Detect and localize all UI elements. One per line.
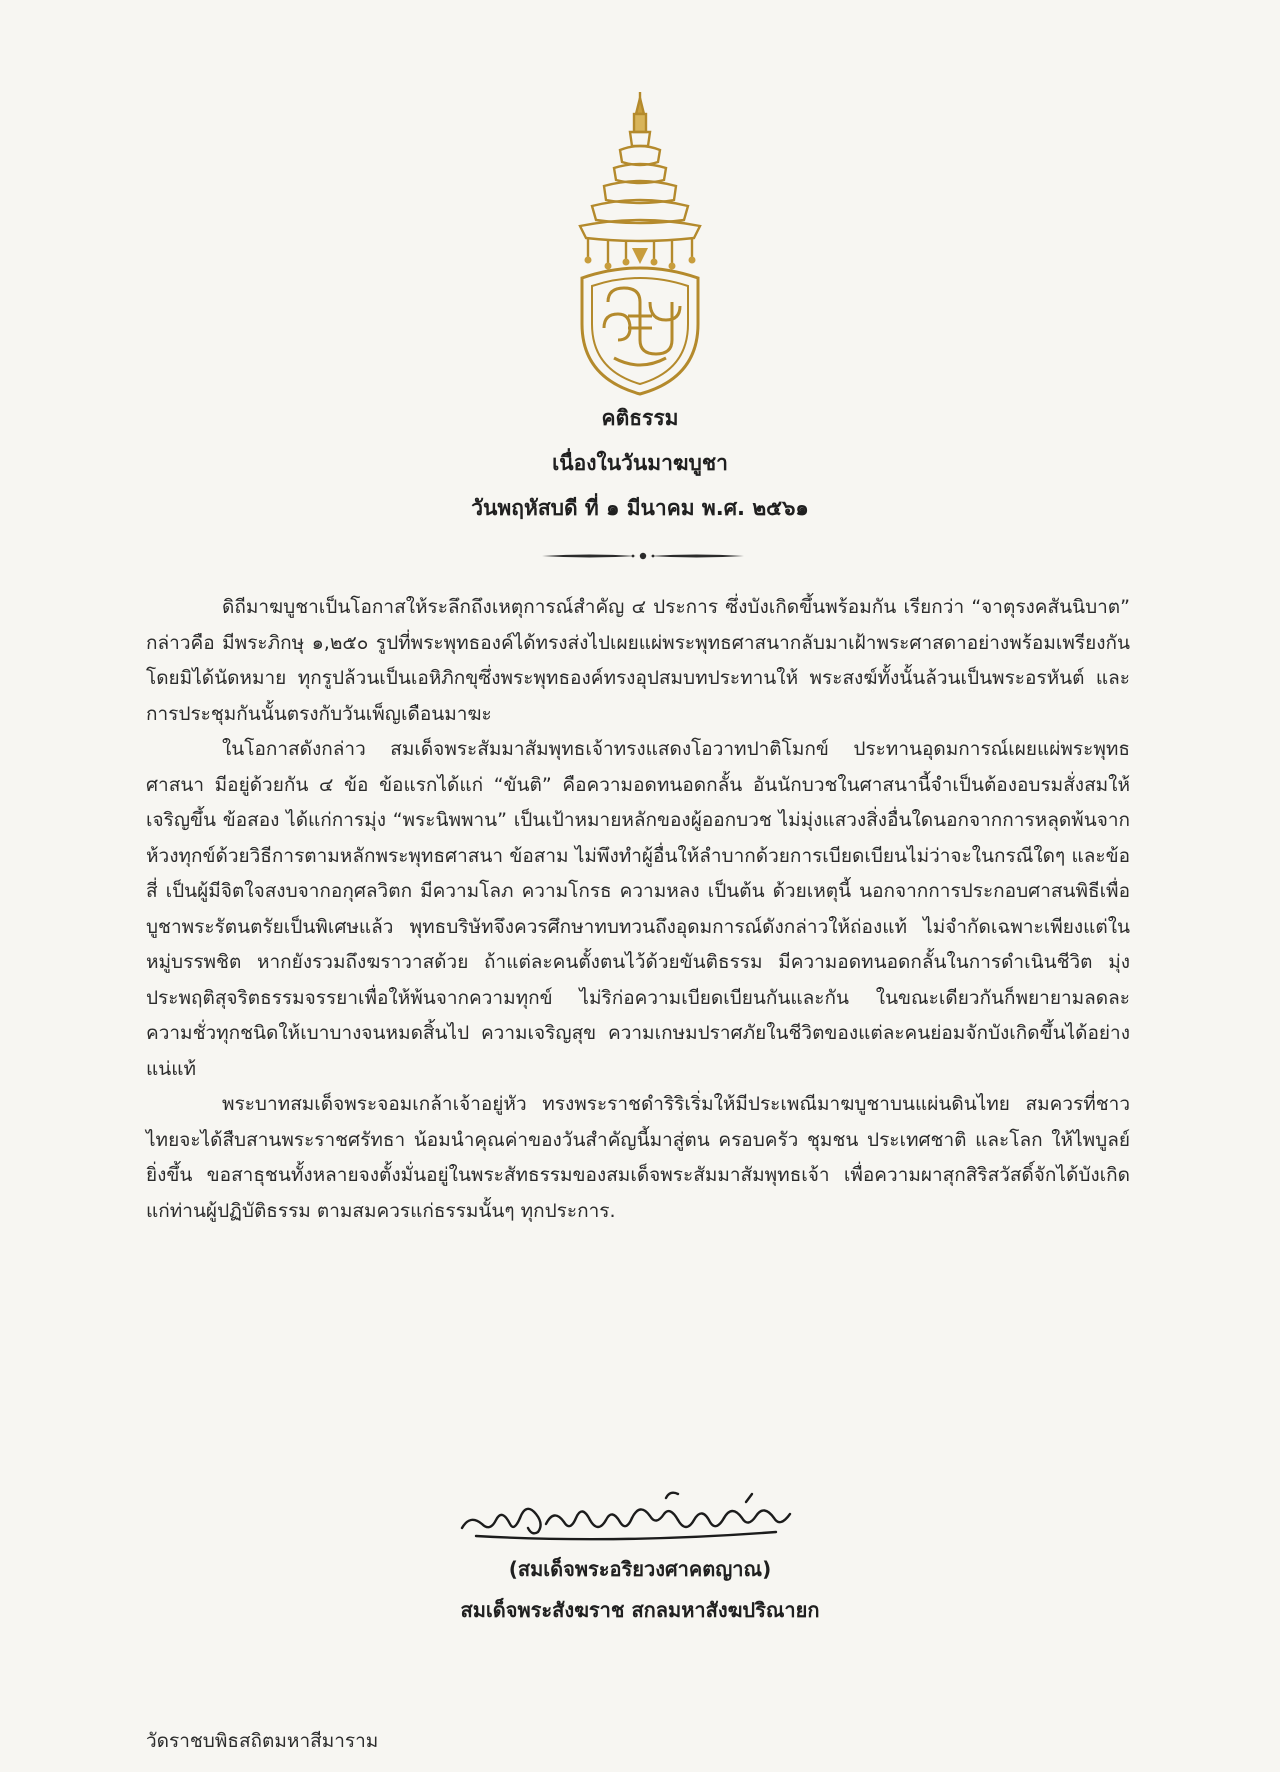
royal-emblem-icon <box>574 88 706 400</box>
ornamental-divider <box>540 548 746 564</box>
signatory-title: สมเด็จพระสังฆราช สกลมหาสังฆปริณายก <box>460 1598 820 1622</box>
signatory-name: (สมเด็จพระอริยวงศาคตญาณ) <box>508 1557 772 1581</box>
paragraph-1: ดิถีมาฆบูชาเป็นโอกาสให้ระลึกถึงเหตุการณ์สำคัญ ๔ ประการ ซึ่งบังเกิดขึ้นพร้อมกัน เรียกว่า “จาตุรงคสันนิบาต” กล่าวคือ มีพระภิกษุ ๑,๒๕๐ รูปที่พระพุทธองค์ได้ทรงส่งไปเผยแผ่พระพุทธศาสนากลับมาเฝ้าพระศาสดาอย่างพร้อมเพรียงกันโดยมิได้นัดหมาย ทุกรูปล้วนเป็นเอหิภิกขุซึ่งพระพุทธองค์ทรงอุปสมบทประทานให้ พระสงฆ์ทั้งนั้นล้วนเป็นพระอรหันต์ และการประชุมกันนั้นตรงกับวันเพ็ญเดือนมาฆะ <box>146 596 1130 725</box>
title-line-2: เนื่องในวันมาฆบูชา <box>552 451 728 475</box>
title-line-3: วันพฤหัสบดี ที่ ๑ มีนาคม พ.ศ. ๒๕๖๑ <box>471 496 809 520</box>
title-line-1: คติธรรม <box>601 406 679 430</box>
paragraph-2: ในโอกาสดังกล่าว สมเด็จพระสัมมาสัมพุทธเจ้าทรงแสดงโอวาทปาติโมกข์ ประทานอุดมการณ์เผยแผ่พระพุทธศาสนา มีอยู่ด้วยกัน ๔ ข้อ ข้อแรกได้แก่ “ขันติ” คือความอดทนอดกลั้น อันนักบวชในศาสนานี้จำเป็นต้องอบรมสั่งสมให้เจริญขึ้น ข้อสอง ได้แก่การมุ่ง “พระนิพพาน” เป็นเป้าหมายหลักของผู้ออกบวช ไม่มุ่งแสวงสิ่งอื่นใดนอกจากการหลุดพ้นจากห้วงทุกข์ด้วยวิธีการตามหลักพระพุทธศาสนา ข้อสาม ไม่พึงทำผู้อื่นให้ลำบากด้วยการเบียดเบียนไม่ว่าจะในกรณีใดๆ และข้อสี่ เป็นผู้มีจิตใจสงบจากอกุศลวิตก มีความโลภ ความโกรธ ความหลง เป็นต้น ด้วยเหตุนี้ นอกจากการประกอบศาสนพิธีเพื่อบูชาพระรัตนตรัยเป็นพิเศษแล้ว พุทธบริษัทจึงควรศึกษาทบทวนถึงอุดมการณ์ดังกล่าวให้ถ่องแท้ ไม่จำกัดเฉพาะเพียงแต่ในหมู่บรรพชิต หากยังรวมถึงฆราวาสด้วย ถ้าแต่ละคนตั้งตนไว้ด้วยขันติธรรม มีความอดทนอดกลั้นในการดำเนินชีวิต มุ่งประพฤติสุจริตธรรมจรรยาเพื่อให้พ้นจากความทุกข์ ไม่ริก่อความเบียดเบียนกันและกัน ในขณะเดียวกันก็พยายามลดละความชั่วทุกชนิดให้เบาบางจนหมดสิ้นไป ความเจริญสุข ความเกษมปราศภัยในชีวิตของแต่ละคนย่อมจักบังเกิดขึ้นได้อย่างแน่แท้ <box>146 738 1130 1080</box>
footer-location: วัดราชบพิธสถิตมหาสีมาราม <box>146 1730 379 1752</box>
body-text <box>146 590 1130 1229</box>
paragraph-3: พระบาทสมเด็จพระจอมเกล้าเจ้าอยู่หัว ทรงพระราชดำริริเริ่มให้มีประเพณีมาฆบูชาบนแผ่นดินไทย สมควรที่ชาวไทยจะได้สืบสานพระราชศรัทธา น้อมนำคุณค่าของวันสำคัญนี้มาสู่ตน ครอบครัว ชุมชน ประเทศชาติ และโลก ให้ไพบูลย์ยิ่งขึ้น ขอสาธุชนทั้งหลายจงตั้งมั่นอยู่ในพระสัทธรรมของสมเด็จพระสัมมาสัมพุทธเจ้า เพื่อความผาสุกสิริสวัสดิ์จักได้บังเกิดแก่ท่านผู้ปฏิบัติธรรม ตามสมควรแก่ธรรมนั้นๆ ทุกประการ. <box>146 1093 1130 1222</box>
handwritten-signature <box>456 1484 796 1548</box>
